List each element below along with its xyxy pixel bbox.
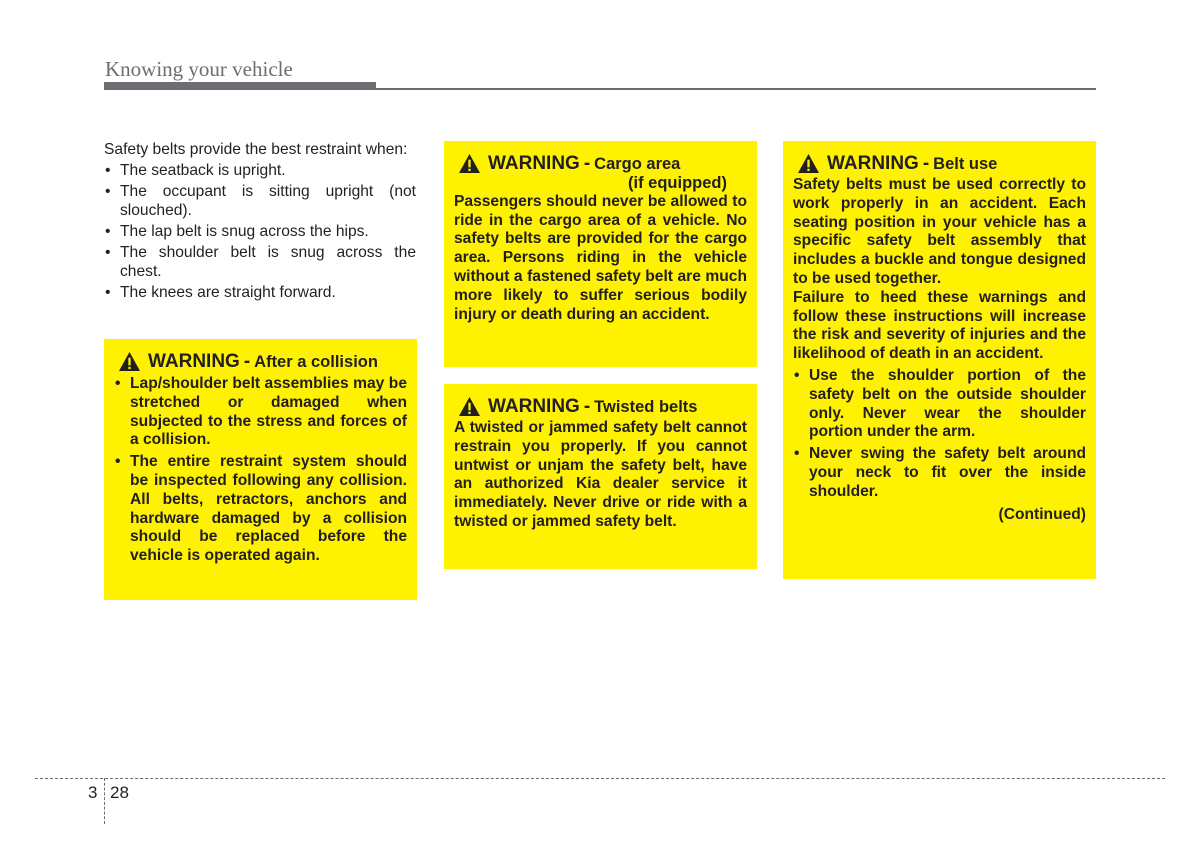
warning-heading: WARNING - Belt use — [793, 153, 1086, 174]
intro-column — [104, 140, 416, 302]
warning-paragraph-2: Failure to heed these warnings and follow these instructions will increase the risk and severity of injuries and the likelihood of death in an accident. — [793, 288, 1086, 363]
header-rule-thin — [376, 88, 1096, 90]
intro-list — [104, 161, 416, 302]
warning-heading: WARNING - Cargo area — [454, 153, 747, 174]
warning-body: Passengers should never be allowed to ride in the cargo area of a vehicle. No safety belts are provided for the cargo area. Persons riding in the vehicle without a fastened safety belt are much more likely to suffer serious bodily injury or death during an accident. — [454, 192, 747, 323]
warning-triangle-icon — [118, 351, 141, 372]
warning-topic: Cargo area — [594, 155, 681, 174]
warning-list — [793, 367, 1086, 502]
warning-item-2: • Never swing the safety belt around your neck to fit over the inside shoulder. — [793, 445, 1086, 501]
warning-body: A twisted or jammed safety belt cannot restrain you properly. If you cannot untwist or unjam the safety belt, have an authorized Kia dealer service it immediately. Never drive or ride with a twisted or jammed safety belt. — [454, 419, 747, 530]
intro-item-4: • The shoulder belt is snug across the chest. — [104, 243, 416, 281]
intro-item-1: • The seatback is upright. — [104, 161, 416, 180]
warning-topic: Belt use — [933, 155, 998, 174]
warning-word: WARNING — [827, 153, 919, 175]
footer-dashed-rule — [35, 778, 1165, 779]
intro-lead: Safety belts provide the best restraint when: — [104, 141, 408, 158]
header-title: Knowing your vehicle — [105, 57, 293, 81]
warning-heading: WARNING - Twisted belts — [454, 396, 747, 417]
warning-word: WARNING — [148, 351, 240, 373]
warning-topic: After a collision — [254, 353, 378, 372]
warning-list — [114, 375, 407, 566]
warning-item-1: • Use the shoulder portion of the safety belt on the outside shoulder only. Never wear the shoulder portion under the arm. — [793, 367, 1086, 442]
intro-item-5: • The knees are straight forward. — [104, 283, 416, 302]
warning-triangle-icon — [458, 396, 481, 417]
header-rule-thick — [104, 82, 376, 90]
warning-heading: WARNING - After a collision — [114, 351, 407, 372]
warning-box-cargo — [444, 141, 757, 367]
page-chapter: 3 — [88, 783, 98, 802]
intro-item-2: • The occupant is sitting upright (not slouched). — [104, 182, 416, 220]
warning-paragraph-1: Safety belts must be used correctly to work properly in an accident. Each seating position in your vehicle has a specific safety belt assembly that includes a buckle and tongue designed to be used together. — [793, 176, 1086, 287]
warning-triangle-icon — [458, 153, 481, 174]
warning-item-1: • Lap/shoulder belt assemblies may be stretched or damaged when subjected to the stress and forces of a collision. — [114, 375, 407, 450]
continued-label: (Continued) — [998, 505, 1086, 523]
page-number: 28 — [110, 783, 129, 802]
warning-triangle-icon — [797, 153, 820, 174]
warning-item-2: • The entire restraint system should be inspected following any collision. All belts, retractors, anchors and hardware damaged by a collision should be replaced before the vehicle is operated again. — [114, 453, 407, 566]
warning-box-beltuse — [783, 141, 1096, 579]
warning-word: WARNING — [488, 396, 580, 418]
warning-topic: Twisted belts — [594, 398, 698, 417]
warning-box-collision — [104, 339, 417, 600]
warning-box-twisted — [444, 384, 757, 569]
warning-word: WARNING — [488, 153, 580, 175]
footer-divider — [104, 778, 105, 824]
warning-body — [793, 176, 1086, 364]
warning-subtopic: (if equipped) — [628, 174, 727, 192]
intro-item-3: • The lap belt is snug across the hips. — [104, 222, 416, 241]
